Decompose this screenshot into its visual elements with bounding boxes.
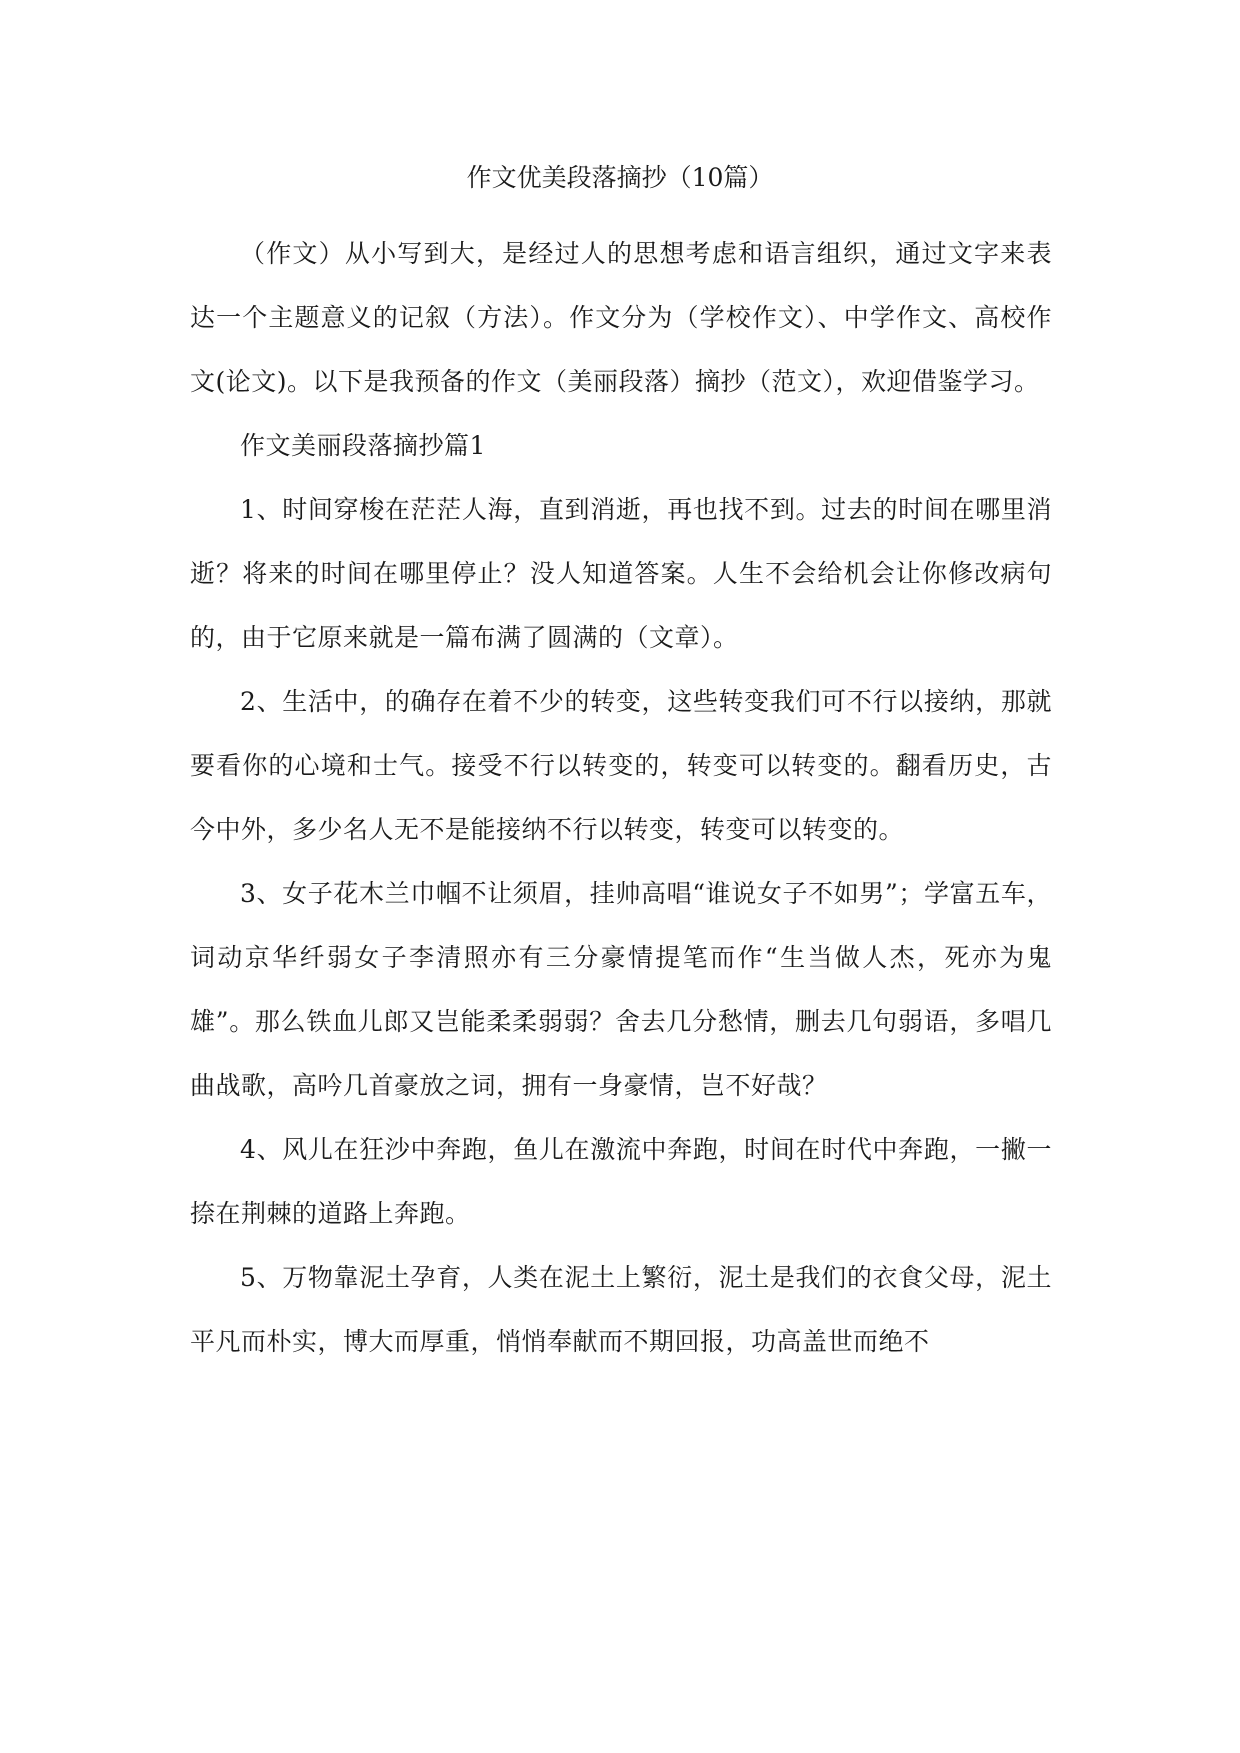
paragraph-5: 5、万物靠泥土孕育，人类在泥土上繁衍，泥土是我们的衣食父母，泥土平凡而朴实，博大而厚重，悄悄奉献而不期回报，功高盖世而绝不 [190, 1263, 1052, 1356]
document-body [190, 222, 1052, 1374]
paragraph-2: 2、生活中，的确存在着不少的转变，这些转变我们可不行以接纳，那就要看你的心境和士气。接受不行以转变的，转变可以转变的。翻看历史，古今中外，多少名人无不是能接纳不行以转变，转变可以转变的。 [190, 687, 1052, 844]
paragraph-4: 4、风儿在狂沙中奔跑，鱼儿在激流中奔跑，时间在时代中奔跑，一撇一捺在荆棘的道路上奔跑。 [190, 1135, 1052, 1228]
section-heading: 作文美丽段落摘抄篇1 [240, 431, 486, 460]
document-title: 作文优美段落摘抄（10篇） [466, 163, 774, 192]
intro-paragraph: （作文）从小写到大，是经过人的思想考虑和语言组织，通过文字来表达一个主题意义的记叙（方法）。作文分为（学校作文）、中学作文、高校作文(论文)。以下是我预备的作文（美丽段落）摘抄（范文），欢迎借鉴学习。 [190, 239, 1052, 396]
paragraph-3: 3、女子花木兰巾帼不让须眉，挂帅高唱“谁说女子不如男”；学富五车，词动京华纤弱女子李清照亦有三分豪情提笔而作“生当做人杰，死亦为鬼雄”。那么铁血儿郎又岂能柔柔弱弱？舍去几分愁情，删去几句弱语，多唱几曲战歌，高吟几首豪放之词，拥有一身豪情，岂不好哉？ [190, 879, 1052, 1100]
paragraph-1: 1、时间穿梭在茫茫人海，直到消逝，再也找不到。过去的时间在哪里消逝？将来的时间在哪里停止？没人知道答案。人生不会给机会让你修改病句的，由于它原来就是一篇布满了圆满的（文章）。 [190, 495, 1052, 652]
